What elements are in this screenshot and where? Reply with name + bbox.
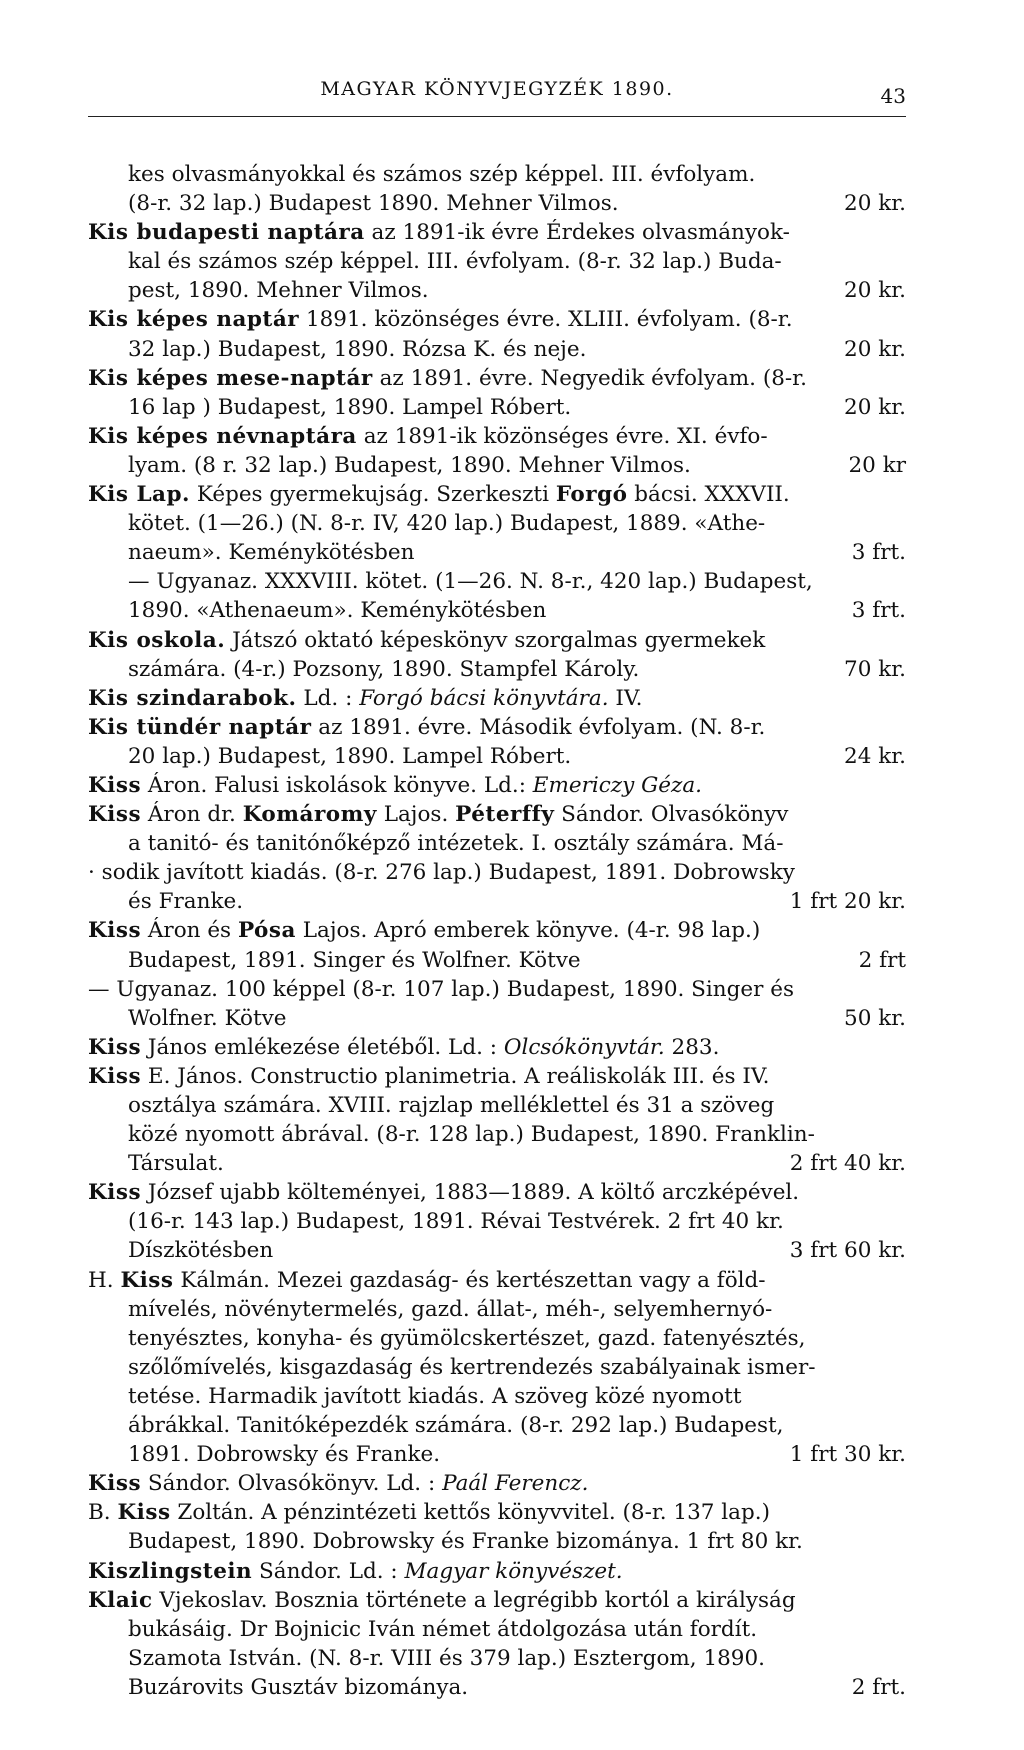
entry-line: tenyésztes, konyha- és gyümölcskertészet, gazd. fatenyésztés,: [128, 1325, 806, 1351]
entry-title: Kiss: [88, 802, 142, 828]
price: 24 kr.: [844, 743, 906, 769]
price: 2 frt.: [851, 1674, 906, 1700]
entry-line: kötet. (1—26.) (N. 8-r. IV, 420 lap.) Budapest, 1889. «Athe-: [128, 511, 766, 537]
catalog-column: [88, 160, 906, 1702]
catalog-entry: Kiss Áron és Pósa Lajos. Apró emberek könyve. (4-r. 98 lap.): [88, 918, 761, 944]
price: 20 kr.: [844, 278, 906, 304]
catalog-entry: H. Kiss Kálmán. Mezei gazdaság- és kertészettan vagy a föld-: [88, 1267, 766, 1293]
entry-line: Díszkötésben 3 frt 60 kr.: [88, 1236, 906, 1265]
catalog-entry: Kiss József ujabb költeményei, 1883—1889. A költő arczképével.: [88, 1180, 800, 1206]
entry-title: Kis szindarabok.: [88, 685, 297, 711]
catalog-entry: Kiss Sándor. Olvasókönyv. Ld. : Paál Ferencz.: [88, 1471, 589, 1497]
price: 1 frt 30 kr.: [789, 1442, 906, 1468]
catalog-entry: Kis oskola. Játszó oktató képeskönyv szorgalmas gyermekek: [88, 627, 766, 653]
entry-title: Kiszlingstein: [88, 1558, 253, 1584]
entry-title: Kiss: [117, 1500, 171, 1526]
catalog-entry: Kis Lap. Képes gyermekujság. Szerkeszti Forgó bácsi. XXXVII.: [88, 482, 790, 508]
catalog-entry: Kiszlingstein Sándor. Ld. : Magyar könyvészet.: [88, 1558, 623, 1584]
entry-title: Kis tündér naptár: [88, 714, 312, 740]
price: 2 frt 40 kr.: [789, 1151, 906, 1177]
entry-title: Kis Lap.: [88, 482, 191, 508]
catalog-entry: — Ugyanaz. XXXVIII. kötet. (1—26. N. 8-r., 420 lap.) Budapest,: [128, 569, 813, 595]
entry-line: bukásáig. Dr Bojnicic Iván német átdolgozása után fordít.: [128, 1616, 758, 1642]
catalog-entry: Kis képes mese-naptár az 1891. évre. Negyedik évfolyam. (8-r.: [88, 365, 807, 391]
catalog-entry: Kis budapesti naptára az 1891-ik évre Érdekes olvasmányok-: [88, 220, 790, 246]
entry-title: Kiss: [120, 1267, 174, 1293]
page-number: 43: [880, 84, 906, 108]
entry-title: Kiss: [88, 772, 142, 798]
entry-line: Buzárovits Gusztáv bizománya. 2 frt.: [88, 1673, 906, 1702]
catalog-entry: Kis képes névnaptára az 1891-ik közönséges évre. XI. évfo-: [88, 423, 768, 449]
price: 3 frt.: [851, 598, 906, 624]
entry-line: és Franke. 1 frt 20 kr.: [88, 887, 906, 916]
entry-title: Kis képes névnaptára: [88, 423, 357, 449]
entry-line: Wolfner. Kötve 50 kr.: [88, 1004, 906, 1033]
catalog-entry: Kiss Áron dr. Komáromy Lajos. Péterffy Sándor. Olvasókönyv: [88, 802, 789, 828]
entry-line: osztálya számára. XVIII. rajzlap melléklettel és 31 a szöveg: [128, 1093, 775, 1118]
entry-title: Kis képes mese-naptár: [88, 365, 373, 391]
entry-line: (16-r. 143 lap.) Budapest, 1891. Révai Testvérek. 2 frt 40 kr.: [128, 1209, 784, 1235]
entry-line: szőlőmívelés, kisgazdaság és kertrendezés szabályainak ismer-: [128, 1354, 816, 1380]
entry-line: Budapest, 1891. Singer és Wolfner. Kötve 2 frt: [88, 946, 906, 975]
entry-line: 20 lap.) Budapest, 1890. Lampel Róbert. 24 kr.: [88, 742, 906, 771]
entry-line: közé nyomott ábrával. (8-r. 128 lap.) Budapest, 1890. Franklin-: [128, 1122, 815, 1148]
entry-title: Kis képes naptár: [88, 307, 300, 333]
entry-line: számára. (4-r.) Pozsony, 1890. Stampfel Károly. 70 kr.: [88, 655, 906, 684]
entry-line: a tanitó- és tanitónőképző intézetek. I. osztály számára. Má-: [128, 831, 784, 857]
price: 20 kr.: [844, 336, 906, 362]
entry-title: Kiss: [88, 918, 142, 944]
entry-title: Kiss: [88, 1180, 142, 1206]
price: 2 frt: [858, 947, 906, 973]
entry-line: kes olvasmányokkal és számos szép képpel. III. évfolyam.: [128, 162, 756, 187]
entry-line: tetése. Harmadik javított kiadás. A szöveg közé nyomott: [128, 1383, 742, 1409]
entry-title: Klaic: [88, 1587, 153, 1613]
entry-line: 32 lap.) Budapest, 1890. Rózsa K. és neje. 20 kr.: [88, 335, 906, 364]
price: 1 frt 20 kr.: [789, 889, 906, 915]
entry-line: pest, 1890. Mehner Vilmos. 20 kr.: [88, 276, 906, 305]
page-header: [88, 74, 906, 114]
entry-line: 1890. «Athenaeum». Keménykötésben 3 frt.: [88, 596, 906, 625]
catalog-entry: Kis tündér naptár az 1891. évre. Második évfolyam. (N. 8-r.: [88, 714, 766, 740]
entry-line: 1891. Dobrowsky és Franke. 1 frt 30 kr.: [88, 1440, 906, 1469]
entry-title: Kis budapesti naptára: [88, 220, 365, 246]
catalog-entry: — Ugyanaz. 100 képpel (8-r. 107 lap.) Budapest, 1890. Singer és: [88, 976, 794, 1002]
catalog-entry: Kis képes naptár 1891. közönséges évre. XLIII. évfolyam. (8-r.: [88, 307, 793, 333]
catalog-entry: B. Kiss Zoltán. A pénzintézeti kettős könyvvitel. (8-r. 137 lap.): [88, 1500, 770, 1526]
entry-title: Kis oskola.: [88, 627, 226, 653]
running-title: MAGYAR KÖNYVJEGYZÉK 1890.: [320, 78, 674, 100]
catalog-entry: Kiss E. János. Constructio planimetria. A reáliskolák III. és IV.: [88, 1063, 770, 1089]
entry-line: naeum». Keménykötésben 3 frt.: [88, 538, 906, 567]
entry-line: ábrákkal. Tanitóképezdék számára. (8-r. 292 lap.) Budapest,: [128, 1413, 784, 1439]
price: 50 kr.: [844, 1005, 906, 1031]
price: 20 kr: [848, 452, 906, 478]
catalog-entry: Klaic Vjekoslav. Bosznia története a legrégibb kortól a királyság: [88, 1587, 796, 1613]
catalog-entry: Kis szindarabok. Ld. : Forgó bácsi könyvtára. IV.: [88, 685, 643, 711]
entry-line: Társulat. 2 frt 40 kr.: [88, 1149, 906, 1178]
entry-line: mívelés, növénytermelés, gazd. állat-, méh-, selyemhernyó-: [128, 1296, 773, 1322]
price: 20 kr.: [844, 191, 906, 217]
entry-line: kal és számos szép képpel. III. évfolyam. (8-r. 32 lap.) Buda-: [128, 249, 782, 275]
entry-line: Szamota István. (N. 8-r. VIII és 379 lap.) Esztergom, 1890.: [128, 1645, 765, 1671]
price: 3 frt 60 kr.: [789, 1238, 906, 1264]
entry-line: (8-r. 32 lap.) Budapest 1890. Mehner Vilmos. 20 kr.: [88, 189, 906, 218]
entry-line: Budapest, 1890. Dobrowsky és Franke bizománya. 1 frt 80 kr.: [128, 1529, 803, 1555]
entry-title: Kiss: [88, 1471, 142, 1497]
entry-title: Kiss: [88, 1034, 142, 1060]
entry-line: lyam. (8 r. 32 lap.) Budapest, 1890. Mehner Vilmos. 20 kr: [88, 451, 906, 480]
catalog-entry: Kiss Áron. Falusi iskolások könyve. Ld.: Emericzy Géza.: [88, 772, 702, 798]
price: 70 kr.: [844, 656, 906, 682]
entry-line: · sodik javított kiadás. (8-r. 276 lap.) Budapest, 1891. Dobrowsky: [88, 860, 795, 886]
price: 20 kr.: [844, 394, 906, 420]
entry-line: 16 lap ) Budapest, 1890. Lampel Róbert. 20 kr.: [88, 393, 906, 422]
header-rule: [88, 116, 906, 117]
catalog-entry: Kiss János emlékezése életéből. Ld. : Olcsókönyvtár. 283.: [88, 1034, 720, 1060]
entry-title: Kiss: [88, 1063, 142, 1089]
price: 3 frt.: [851, 540, 906, 566]
